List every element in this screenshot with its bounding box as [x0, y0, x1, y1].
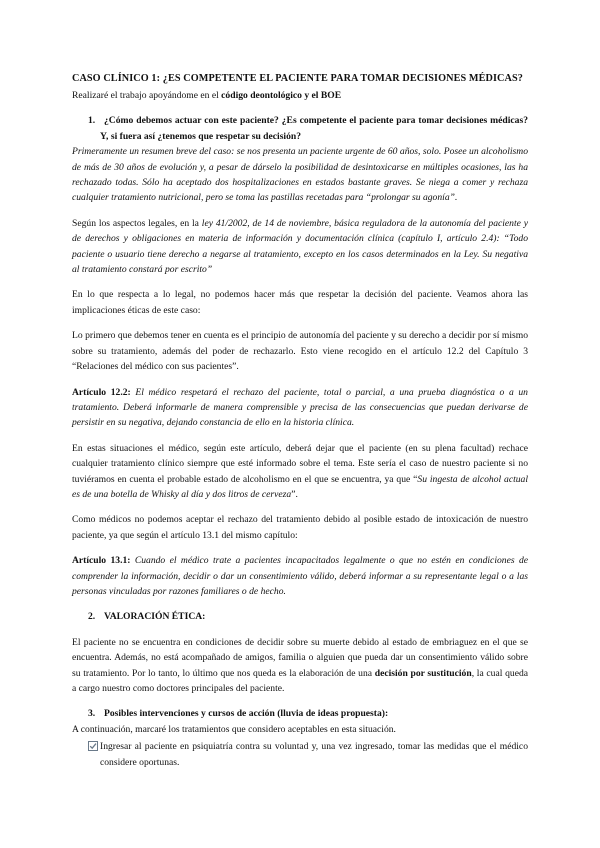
document-page	[72, 72, 528, 770]
ethics-bold: decisión por sustitución	[374, 667, 472, 679]
situations-post: ”.	[291, 488, 298, 500]
legal-paragraph	[72, 216, 528, 278]
case-summary-paragraph: Primeramente un resumen breve del caso: se nos presenta un paciente urgente de 60 años, solo. Posee un alcoholismo de más de 30 años de evolución y, a pesar de dárselo la posibilidad de desintoxicarse en múltiples ocasiones, las ha rechazado todas. Sólo ha aceptado dos hospitalizaciones en estados bastante graves. Se niega a comer y rechaza cualquier tratamiento nutricional, pero se toma las pastillas recetadas para “prolongar su agonía”.	[72, 146, 528, 204]
legal-pre: Según los aspectos legales, en la	[72, 217, 202, 229]
section-1-heading	[72, 113, 528, 144]
section-3-heading-text: Posibles intervenciones y cursos de acción (lluvia de ideas propuesta):	[104, 708, 389, 720]
section-2-heading	[72, 609, 528, 624]
document-title: CASO CLÍNICO 1: ¿ES COMPETENTE EL PACIENTE PARA TOMAR DECISIONES MÉDICAS?	[72, 73, 523, 84]
legal-respect-paragraph: En lo que respecta a lo legal, no podemos hacer más que respetar la decisión del paciente. Veamos ahora las implicaciones éticas de este caso:	[72, 289, 528, 316]
doctors-paragraph: Como médicos no podemos aceptar el rechazo del tratamiento debido al posible estado de intoxicación de nuestro paciente, ya que según el artículo 13.1 del mismo capítulo:	[72, 514, 528, 541]
section-1-heading-text: ¿Cómo debemos actuar con este paciente? ¿Es competente el paciente para tomar decisiones médicas? Y, si fuera así ¿tenemos que respetar su decisión?	[100, 115, 528, 142]
intro-text: Realizaré el trabajo apoyándome en el	[72, 90, 222, 101]
situations-quote: Su ingesta de alcohol actual es de una botella de Whisky al día y dos litros de cerveza	[72, 473, 529, 500]
article-12-2-text: El médico respetará el rechazo del paciente, total o parcial, a una prueba diagnóstica o a un tratamiento. Deberá informarle de manera comprensible y precisa de las consecuencias que puedan derivarse de persistir en su negativa, dejando constancia de ello en la historia clínica.	[72, 386, 528, 429]
continuation-paragraph: A continuación, marcaré los tratamientos que considero aceptables en esta situación.	[72, 723, 396, 735]
checklist-item	[72, 739, 528, 770]
checklist-item-text: Ingresar al paciente en psiquiatría contra su voluntad y, una vez ingresado, tomar las medidas que el médico considere oportunas.	[100, 741, 528, 768]
article-13-1-text: Cuando el médico trate a pacientes incapacitados legalmente o que no estén en condiciones de comprender la información, decidir o dar un consentimiento válido, deberá informar a su representante legal o a las personas vinculadas por razones familiares o de hecho.	[72, 555, 528, 597]
section-2-heading-text: VALORACIÓN ÉTICA:	[104, 611, 206, 623]
intro-paragraph	[72, 88, 528, 103]
ethics-paragraph	[72, 635, 528, 697]
ethics-pre: El paciente no se encuentra en condiciones de decidir sobre su muerte debido al estado de embriaguez en el que se encuentra. Además, no está acompañado de amigos, familia o alguien que pueda dar un consentimiento válido sobre su tratamiento. Por lo tanto, lo último que nos queda es la elaboración de una	[72, 636, 528, 679]
situations-pre: En estas situaciones el médico, según este artículo, deberá dejar que el paciente (en su plena facultad) rechace cualquier tratamiento clínico siempre que esté informado sobre el tema. Este sería el caso de nuestro paciente si no tuviéramos en cuenta el probable estado de alcoholismo en el que se encuentra, ya que “	[72, 442, 528, 485]
article-13-1-label: Artículo 13.1:	[72, 555, 131, 567]
section-1-number: 1.	[88, 115, 96, 127]
legal-italic: ley 41/2002, de 14 de noviembre, básica reguladora de la autonomía del paciente y de derechos y obligaciones en materia de información y documentación clínica (capítulo I, artículo 2.4): “Todo paciente o usuario tiene derecho a negarse al tratamiento, excepto en los casos determinados en la Ley. Su negativa al tratamiento constará por escrito”	[72, 217, 528, 276]
ethics-post: , la cual queda a cargo nuestro como doctores principales del paciente.	[72, 667, 529, 694]
article-12-2-label: Artículo 12.2:	[72, 386, 131, 398]
article-12-2-paragraph	[72, 385, 528, 431]
section-2-number: 2.	[88, 611, 96, 623]
section-3-heading	[72, 706, 528, 721]
situations-paragraph	[72, 441, 528, 503]
checked-checkbox-icon[interactable]	[88, 741, 98, 751]
intro-bold: código deontológico y el BOE	[221, 90, 342, 101]
section-3-number: 3.	[88, 708, 96, 720]
article-13-1-paragraph	[72, 553, 528, 599]
autonomy-paragraph: Lo primero que debemos tener en cuenta es el principio de autonomía del paciente y su derecho a decidir por sí mismo sobre su tratamiento, además del poder de rechazarlo. Esto viene recogido en el artículo 12.2 del Capítulo 3 “Relaciones del médico con sus pacientes”.	[72, 330, 528, 373]
